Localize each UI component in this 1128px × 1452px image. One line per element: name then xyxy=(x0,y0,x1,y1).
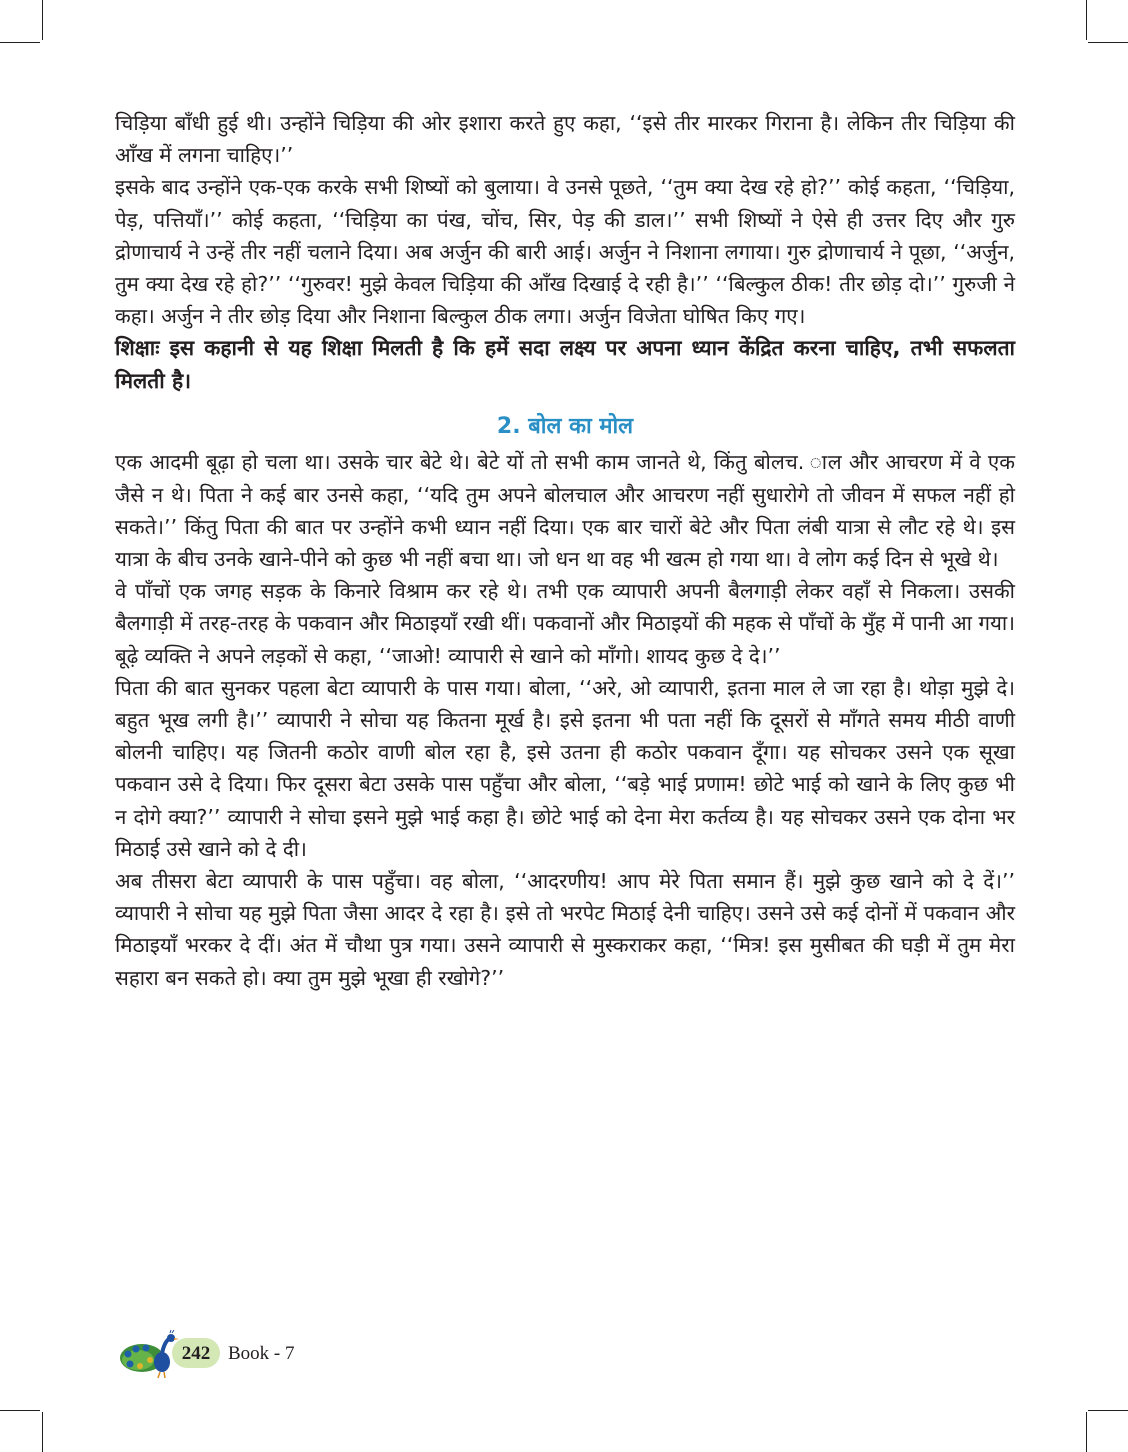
crop-mark xyxy=(0,1410,40,1411)
crop-mark xyxy=(1088,42,1128,43)
page-content xyxy=(115,107,1015,994)
story-paragraph: वे पाँचों एक जगह सड़क के किनारे विश्राम कर रहे थे। तभी एक व्यापारी अपनी बैलगाड़ी लेकर वहाँ से निकला। उसकी बैलगाड़ी में तरह-तरह के पकवान और मिठाइयाँ रखी थीं। पकवानों और मिठाइयों की महक से पाँचों के मुँह में पानी आ गया। बूढ़े व्यक्ति ने अपने लड़कों से कहा, ‘‘जाओ! व्यापारी से खाने को माँगो। शायद कुछ दे दे।’’ xyxy=(115,579,1015,668)
story-paragraph: एक आदमी बूढ़ा हो चला था। उसके चार बेटे थे। बेटे यों तो सभी काम जानते थे, किंतु बोलच. ाल और आचरण में वे एक जैसे न थे। पिता ने कई बार उनसे कहा, ‘‘यदि तुम अपने बोलचाल और आचरण नहीं सुधारोगे तो जीवन में सफल नहीं हो सकते।’’ किंतु पिता की बात पर उन्होंने कभी ध्यान नहीं दिया। एक बार चारों बेटे और पिता लंबी यात्रा से लौट रहे थे। इस यात्रा के बीच उनके खाने-पीने को कुछ भी नहीं बचा था। जो धन था वह भी खत्म हो गया था। वे लोग कई दिन से भूखे थे। xyxy=(115,450,1015,572)
section-heading: 2. बोल का मोल xyxy=(496,414,634,440)
story-paragraph: चिड़िया बाँधी हुई थी। उन्होंने चिड़िया की ओर इशारा करते हुए कहा, ‘‘इसे तीर मारकर गिराना है। लेकिन तीर चिड़िया की आँख में लगना चाहिए।’’ xyxy=(115,111,1015,168)
book-label: Book - 7 xyxy=(228,1343,295,1364)
crop-mark xyxy=(1088,1410,1128,1411)
story-paragraph: इसके बाद उन्होंने एक-एक करके सभी शिष्यों को बुलाया। वे उनसे पूछते, ‘‘तुम क्या देख रहे हो?’’ कोई कहता, ‘‘चिड़िया, पेड़, पत्तियाँ।’’ कोई कहता, ‘‘चिड़िया का पंख, चोंच, सिर, पेड़ की डाल।’’ सभी शिष्यों ने ऐसे ही उत्तर दिए और गुरु द्रोणाचार्य ने उन्हें तीर नहीं चलाने दिया। अब अर्जुन की बारी आई। अर्जुन ने निशाना लगाया। गुरु द्रोणाचार्य ने पूछा, ‘‘अर्जुन, तुम क्या देख रहे हो?’’ ‘‘गुरुवर! मुझे केवल चिड़िया की आँख दिखाई दे रही है।’’ ‘‘बिल्कुल ठीक! तीर छोड़ दो।’’ गुरुजी ने कहा। अर्जुन ने तीर छोड़ दिया और निशाना बिल्कुल ठीक लगा। अर्जुन विजेता घोषित किए गए। xyxy=(115,175,1015,329)
story-paragraph: अब तीसरा बेटा व्यापारी के पास पहुँचा। वह बोला, ‘‘आदरणीय! आप मेरे पिता समान हैं। मुझे कुछ खाने को दे दें।’’ व्यापारी ने सोचा यह मुझे पिता जैसा आदर दे रहा है। इसे तो भरपेट मिठाई देनी चाहिए। उसने उसे कई दोनों में पकवान और मिठाइयाँ भरकर दे दीं। अंत में चौथा पुत्र गया। उसने व्यापारी से मुस्कराकर कहा, ‘‘मित्र! इस मुसीबत की घड़ी में तुम मेरा सहारा बन सकते हो। क्या तुम मुझे भूखा ही रखोगे?’’ xyxy=(115,869,1015,990)
page-footer xyxy=(118,1330,338,1380)
page-number: 242 xyxy=(181,1343,211,1364)
moral-lesson: शिक्षाः इस कहानी से यह शिक्षा मिलती है कि हमें सदा लक्ष्य पर अपना ध्यान केंद्रित करना चाहिए, तभी सफलता मिलती है। xyxy=(115,336,1015,394)
crop-mark xyxy=(42,1412,43,1452)
crop-mark xyxy=(1086,1412,1087,1452)
crop-mark xyxy=(1086,0,1087,40)
story-paragraph: पिता की बात सुनकर पहला बेटा व्यापारी के पास गया। बोला, ‘‘अरे, ओ व्यापारी, इतना माल ले जा रहा है। थोड़ा मुझे दे। बहुत भूख लगी है।’’ व्यापारी ने सोचा यह कितना मूर्ख है। इसे इतना भी पता नहीं कि दूसरों से माँगते समय मीठी वाणी बोलनी चाहिए। यह जितनी कठोर वाणी बोल रहा है, इसे उतना ही कठोर पकवान दूँगा। यह सोचकर उसने एक सूखा पकवान उसे दे दिया। फिर दूसरा बेटा उसके पास पहुँचा और बोला, ‘‘बड़े भाई प्रणाम! छोटे भाई को खाने के लिए कुछ भी न दोगे क्या?’’ व्यापारी ने सोचा इसने मुझे भाई कहा है। छोटे भाई को देना मेरा कर्तव्य है। यह सोचकर उसने एक दोना भर मिठाई उसे खाने को दे दी। xyxy=(115,675,1015,861)
crop-mark xyxy=(0,42,40,43)
crop-mark xyxy=(42,0,43,40)
